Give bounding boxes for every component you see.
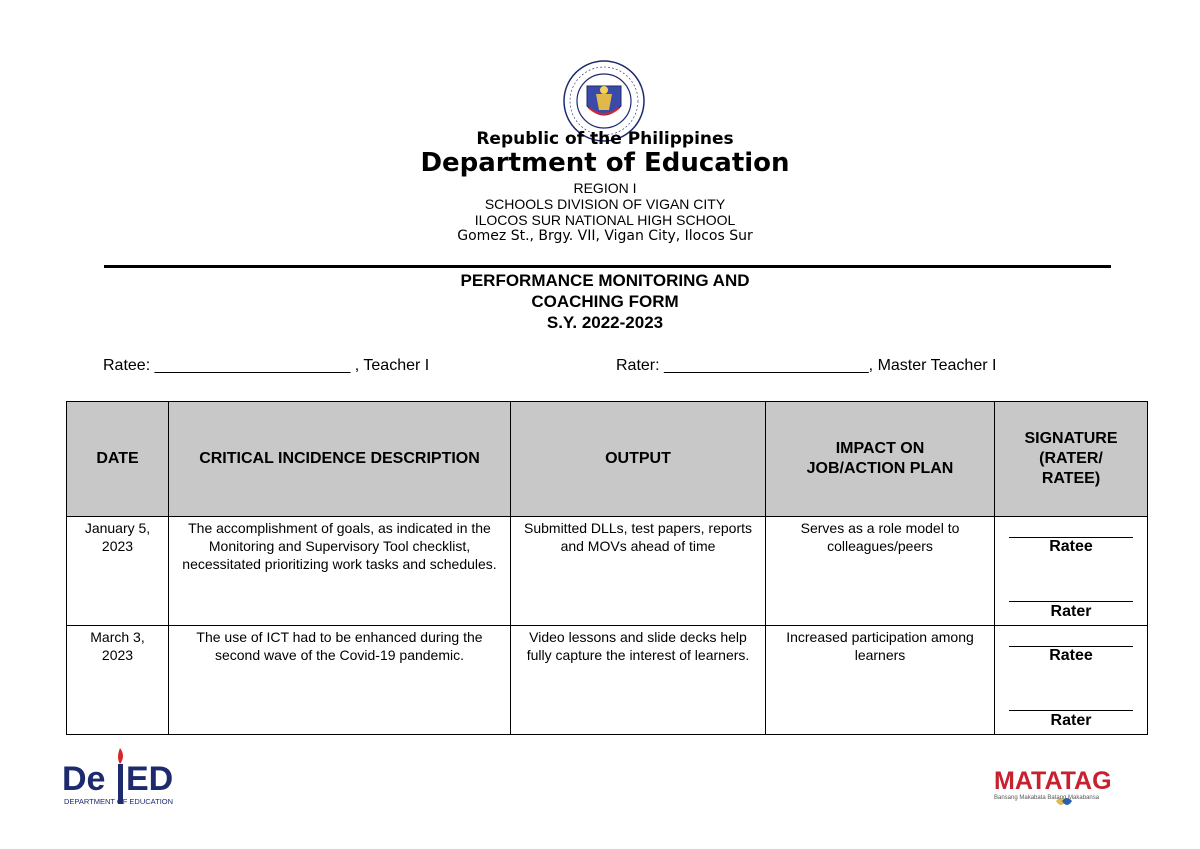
form-title [0,270,1200,333]
rater-signature-label: Rater [1050,712,1092,729]
table-header-row [67,402,1148,517]
header-republic: Republic of the Philippines [476,129,734,149]
rater-field[interactable]: Rater: _______________________, Master Teacher I [616,357,997,374]
cell-description: The use of ICT had to be enhanced during the second wave of the Covid-19 pandemic. [169,626,511,735]
deped-logo-subtitle: DEPARTMENT OF EDUCATION [64,797,174,806]
col-header-impact: IMPACT ON JOB/ACTION PLAN [766,402,995,517]
svg-text:MATATAG: MATATAG [994,767,1112,795]
table-row [67,517,1148,626]
matatag-logo-subtitle: Bansang Makabata Batang Makabansa [994,795,1100,801]
deped-logo-text: De [62,760,106,798]
rater-signature-line[interactable] [1009,710,1133,711]
ratee-field[interactable]: Ratee: ______________________ , Teacher I [103,357,430,374]
coaching-table [66,401,1148,735]
cell-impact: Serves as a role model to colleagues/peers [766,517,995,626]
cell-description: The accomplishment of goals, as indicated in the Monitoring and Supervisory Tool checklist, necessitated prioritizing work tasks and schedules. [169,517,511,626]
ratee-signature-label: Ratee [1049,538,1093,555]
col-header-description: CRITICAL INCIDENCE DESCRIPTION [169,402,511,517]
ratee-signature-label: Ratee [1049,647,1093,664]
cell-signature [995,626,1148,735]
header-division: SCHOOLS DIVISION OF VIGAN CITY [484,196,726,212]
rater-signature-label: Rater [1050,603,1092,620]
matatag-logo [992,765,1132,813]
cell-date: January 5, 2023 [67,517,169,626]
cell-impact: Increased participation among learners [766,626,995,735]
cell-output: Video lessons and slide decks help fully capture the interest of learners. [511,626,766,735]
cell-date: March 3, 2023 [67,626,169,735]
header-school: ILOCOS SUR NATIONAL HIGH SCHOOL [474,212,736,228]
col-header-date: DATE [67,402,169,517]
header-address: Gomez St., Brgy. VII, Vigan City, Ilocos Sur [457,228,753,244]
rater-signature-line[interactable] [1009,601,1133,602]
header-department: Department of Education [420,148,790,178]
col-header-signature: SIGNATURE (RATER/ RATEE) [995,402,1148,517]
cell-output: Submitted DLLs, test papers, reports and MOVs ahead of time [511,517,766,626]
cell-signature [995,517,1148,626]
header-divider [104,265,1111,268]
col-header-output: OUTPUT [511,402,766,517]
form-title-line2: COACHING FORM [531,292,679,311]
header-region: REGION I [573,180,637,196]
table-row [67,626,1148,735]
svg-text:ED: ED [126,760,174,798]
form-title-line3: S.Y. 2022-2023 [546,313,664,332]
form-title-line1: PERFORMANCE MONITORING AND [460,271,750,290]
